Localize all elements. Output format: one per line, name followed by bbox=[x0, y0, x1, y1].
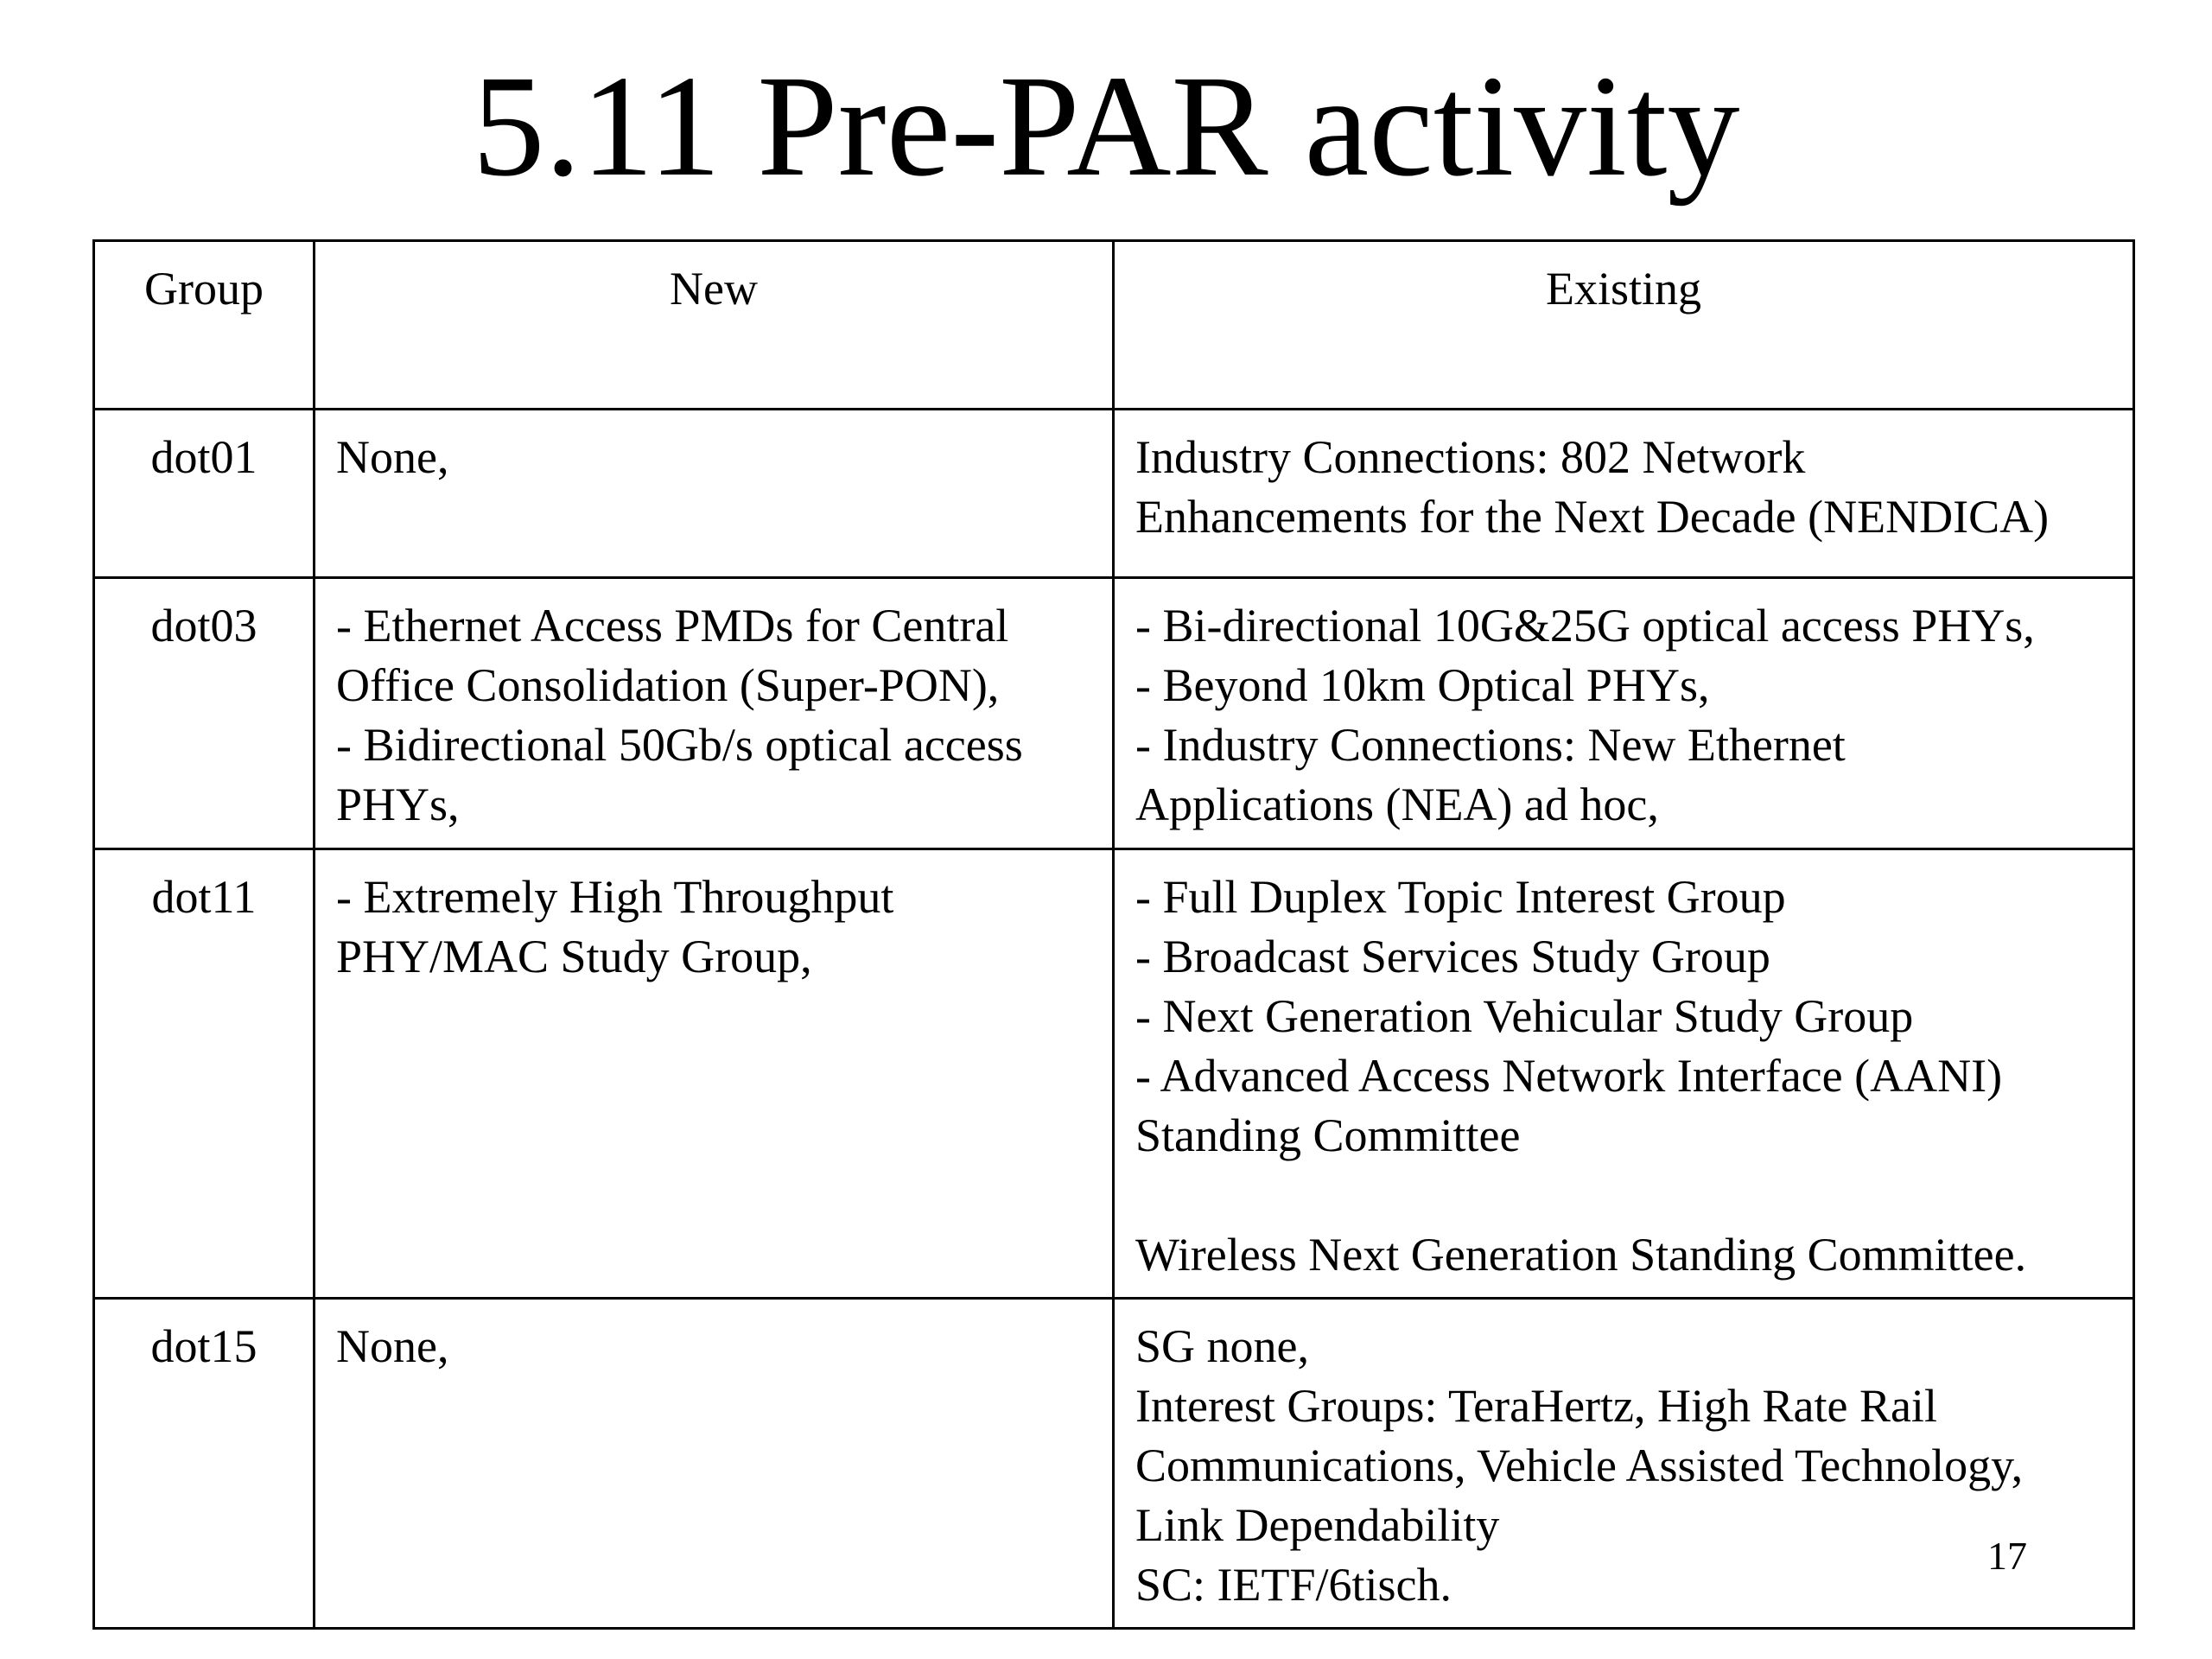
existing-cell: - Bi-directional 10G&25G optical access PHYs, - Beyond 10km Optical PHYs, - Industry Connections: New Ethernet Applications (NEA) ad hoc, bbox=[1114, 578, 2134, 849]
page-number: 17 bbox=[1987, 1534, 2027, 1578]
existing-cell: SG none, Interest Groups: TeraHertz, High Rate Rail Communications, Vehicle Assisted Technology, Link Dependability SC: IETF/6tisch. bbox=[1114, 1299, 2134, 1629]
existing-cell: - Full Duplex Topic Interest Group - Broadcast Services Study Group - Next Generation Vehicular Study Group - Advanced Access Network Interface (AANI) Standing Committee Wireless Next Generation Standing Committee. bbox=[1114, 849, 2134, 1299]
table-row bbox=[94, 410, 2134, 578]
table-row bbox=[94, 1299, 2134, 1629]
group-cell: dot01 bbox=[94, 410, 315, 578]
pre-par-activity-table bbox=[92, 239, 2135, 1630]
header-new: New bbox=[315, 241, 1114, 410]
existing-cell: Industry Connections: 802 Network Enhancements for the Next Decade (NENDICA) bbox=[1114, 410, 2134, 578]
new-cell: None, bbox=[315, 410, 1114, 578]
header-group: Group bbox=[94, 241, 315, 410]
header-existing: Existing bbox=[1114, 241, 2134, 410]
group-cell: dot11 bbox=[94, 849, 315, 1299]
table-row bbox=[94, 578, 2134, 849]
new-cell: None, bbox=[315, 1299, 1114, 1629]
group-cell: dot15 bbox=[94, 1299, 315, 1629]
table-row bbox=[94, 849, 2134, 1299]
slide-title: 5.11 Pre-PAR activity bbox=[472, 46, 1740, 207]
new-cell: - Ethernet Access PMDs for Central Office Consolidation (Super-PON), - Bidirectional 50Gb/s optical access PHYs, bbox=[315, 578, 1114, 849]
group-cell: dot03 bbox=[94, 578, 315, 849]
new-cell: - Extremely High Throughput PHY/MAC Study Group, bbox=[315, 849, 1114, 1299]
table-header-row bbox=[94, 241, 2134, 410]
